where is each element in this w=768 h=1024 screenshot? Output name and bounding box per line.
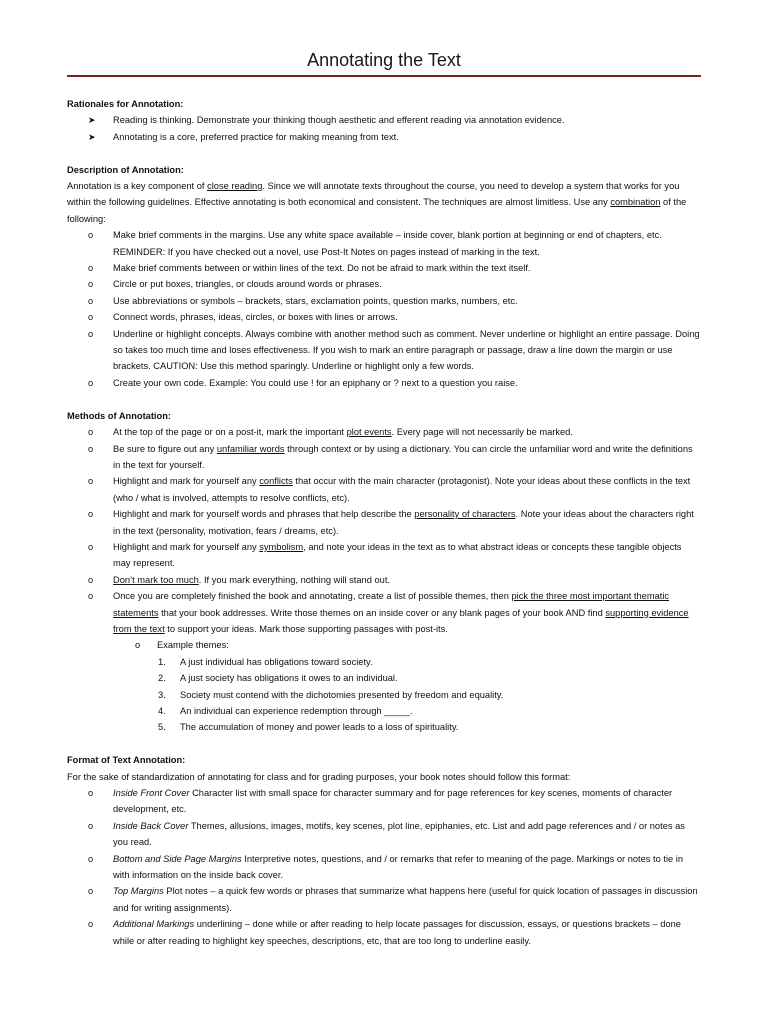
circle-bullet-icon: o [88, 788, 94, 799]
arrow-bullet-icon: ➤ [88, 131, 96, 142]
list-item [67, 112, 701, 128]
list-item: o Use abbreviations or symbols – brackets, stars, exclamation points, question marks, numbers, etc. [67, 293, 701, 309]
list-item [67, 129, 701, 145]
list-item: o Circle or put boxes, triangles, or clouds around words or phrases. [67, 276, 701, 292]
format-intro: For the sake of standardization of annotating for class and for grading purposes, your book notes should follow this format: [67, 771, 571, 782]
rationale-text: Reading is thinking. Demonstrate your thinking though aesthetic and efferent reading via annotation evidence. [113, 115, 565, 126]
circle-bullet-icon: o [88, 443, 94, 454]
underlined-term: Don’t mark too much [113, 574, 199, 585]
list-item: o At the top of the page or on a post-it, mark the important plot events. Every page will not necessarily be marked. [67, 424, 701, 440]
underlined-term: personality of characters [414, 509, 516, 520]
document-body [67, 96, 701, 949]
rationales-heading: Rationales for Annotation: [67, 99, 184, 109]
circle-bullet-icon: o [88, 820, 94, 831]
list-item: o Inside Front Cover Character list with small space for character summary and for page references for key scenes, moments of character development, etc. [67, 785, 701, 818]
circle-bullet-icon: o [88, 263, 94, 274]
list-item: o Top Margins Plot notes – a quick few words or phrases that summarize what happens here (useful for quick location of passages in discussion and for writing assignments). [67, 883, 701, 916]
circle-bullet-icon: o [88, 328, 94, 339]
example-themes-label: Example themes: [157, 640, 229, 651]
circle-bullet-icon: o [88, 541, 94, 552]
numbered-item: 3. Society must contend with the dichotomies presented by freedom and equality. [158, 689, 504, 700]
arrow-bullet-icon: ➤ [88, 115, 96, 126]
underlined-term: unfamiliar words [216, 443, 285, 454]
list-item: o Make brief comments in the margins. Use any white space available – inside cover, blank portion at beginning or end of chapters, etc. REMINDER: If you have checked out a novel, use Post-It Notes on pages instead of marking in the text. [67, 227, 701, 260]
circle-bullet-icon: o [88, 312, 94, 323]
circle-bullet-icon: o [88, 476, 94, 487]
title-divider [67, 75, 701, 77]
circle-bullet-icon: o [88, 279, 94, 290]
numbered-item: 4. An individual can experience redemption through _____. [158, 706, 413, 716]
rationale-text: Annotating is a core, preferred practice for making meaning from text. [113, 131, 399, 142]
close-reading-term: close reading [207, 181, 263, 192]
circle-bullet-icon: o [135, 640, 141, 651]
numbered-item: 1. A just individual has obligations toward society. [158, 656, 373, 667]
underlined-term: supporting evidence from the text [113, 607, 689, 634]
list-item: o Underline or highlight concepts. Always combine with another method such as comment. Never underline or highlight an entire passage. Doing so takes too much time and loses effectiveness. If you wish to mark an entire paragraph or passage, draw a line down the margin or use brackets. CAUTION: Use this method sparingly. Underline or highlight only a few words. [67, 326, 701, 375]
numbered-item: 2. A just society has obligations it owes to an individual. [158, 673, 398, 684]
underlined-term: conflicts [259, 476, 293, 487]
circle-bullet-icon: o [88, 574, 94, 585]
list-item [67, 637, 701, 653]
list-item: o Don’t mark too much. If you mark everything, nothing will stand out. [67, 572, 701, 588]
circle-bullet-icon: o [88, 591, 94, 602]
circle-bullet-icon: o [88, 230, 94, 241]
circle-bullet-icon: o [88, 853, 94, 864]
description-intro: Annotation is a key component of close reading. Since we will annotate texts throughout the course, you need to develop a system that works for you within the following guidelines. Effective annotating is both economical and consistent. The techniques are almost limitless. Use any combination of the following: [67, 181, 687, 224]
list-item: o Inside Back Cover Themes, allusions, images, motifs, key scenes, plot line, epiphanies, etc. List and add page references and / or notes as you read. [67, 818, 701, 851]
format-heading: Format of Text Annotation: [67, 755, 186, 766]
circle-bullet-icon: o [88, 919, 94, 930]
circle-bullet-icon: o [88, 509, 94, 520]
circle-bullet-icon: o [88, 886, 94, 897]
page-title: Annotating the Text [307, 50, 461, 70]
list-item: o Make brief comments between or within lines of the text. Do not be afraid to mark within the text itself. [67, 260, 701, 276]
list-item: o Additional Markings underlining – done while or after reading to help locate passages for discussion, essays, or questions brackets – done while or after reading to highlight key speeches, descriptions, etc, that are too long to underline easily. [67, 916, 701, 949]
list-item: o Create your own code. Example: You could use ! for an epiphany or ? next to a question you raise. [67, 375, 701, 391]
description-heading: Description of Annotation: [67, 164, 184, 175]
list-item: o Highlight and mark for yourself any symbolism, and note your ideas in the text as to what abstract ideas or concepts these tangible objects may represent. [67, 539, 701, 572]
circle-bullet-icon: o [88, 295, 94, 306]
underlined-term: symbolism [259, 541, 304, 552]
circle-bullet-icon: o [88, 427, 94, 438]
list-item: o Be sure to figure out any unfamiliar words through context or by using a dictionary. You can circle the unfamiliar word and write the definitions in the text for yourself. [67, 441, 701, 474]
list-item: o Once you are completely finished the book and annotating, create a list of possible themes, then pick the three most important thematic statements that your book addresses. Write those themes on an inside cover or any blank pages of your book AND find supporting evidence from the text to support your ideas. Mark those supporting passages with post-its. [67, 588, 701, 637]
numbered-item: 5. The accumulation of money and power leads to a loss of spirituality. [158, 722, 459, 733]
combination-term: combination [610, 197, 661, 208]
list-item: o Highlight and mark for yourself any conflicts that occur with the main character (protagonist). Note your ideas about these conflicts in the text (who / what is involved, attempts to resolve conflicts, etc). [67, 473, 701, 506]
circle-bullet-icon: o [88, 377, 94, 388]
list-item: o Highlight and mark for yourself words and phrases that help describe the personality of characters. Note your ideas about the characters right in the text (personality, motivation, fears / dreams, etc). [67, 506, 701, 539]
list-item: o Connect words, phrases, ideas, circles, or boxes with lines or arrows. [67, 309, 701, 325]
underlined-term: plot events [346, 427, 392, 438]
methods-heading: Methods of Annotation: [67, 410, 171, 421]
underlined-term: pick the three most important thematic statements [113, 591, 670, 618]
list-item: o Bottom and Side Page Margins Interpretive notes, questions, and / or remarks that refer to meaning of the page. Markings or notes to tie in with information on the inside back cover. [67, 851, 701, 884]
